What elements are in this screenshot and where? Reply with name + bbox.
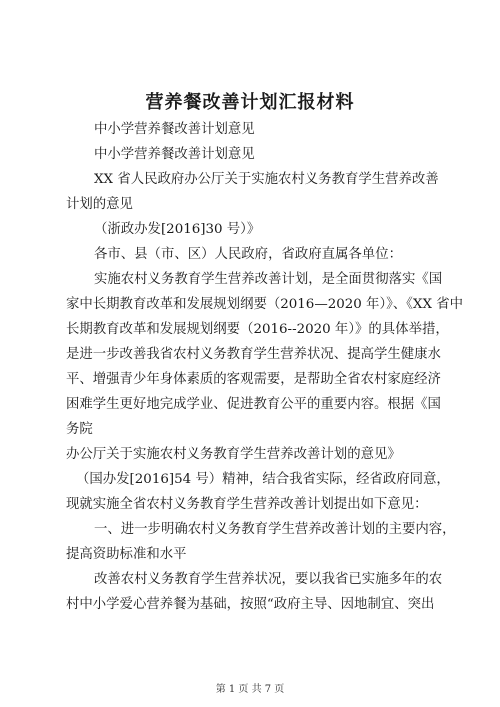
body-line: 一、进一步明确农村义务教育学生营养改善计划的主要内容， xyxy=(94,522,456,537)
body-line: 家中长期教育改革和发展规划纲要（2016—2020 年）》、《XX 省中 xyxy=(66,297,464,312)
body-line: （浙政办发[2016]30 号）》 xyxy=(94,222,261,237)
body-line: 中小学营养餐改善计划意见 xyxy=(94,147,255,162)
body-line: 各市、县（市、区）人民政府，省政府直属各单位： xyxy=(94,247,402,262)
body-line: 改善农村义务教育学生营养状况，要以我省已实施多年的农 xyxy=(94,572,443,587)
body-line: XX 省人民政府办公厅关于实施农村义务教育学生营养改善 xyxy=(94,172,439,187)
body-line: 计划的意见 xyxy=(66,197,133,212)
body-line: 长期教育改革和发展规划纲要（2016--2020 年）》的具体举措， xyxy=(66,322,449,337)
body-line: 现就实施全省农村义务教育学生营养改善计划提出如下意见： xyxy=(66,497,428,512)
body-line: 提高资助标准和水平 xyxy=(66,547,187,562)
body-line: 困难学生更好地完成学业、促进教育公平的重要内容。根据《国 xyxy=(66,397,441,412)
body-line: 村中小学爱心营养餐为基础，按照“政府主导、因地制宜、突出 xyxy=(66,597,435,612)
body-line: 中小学营养餐改善计划意见 xyxy=(94,122,255,137)
body-line: 实施农村义务教育学生营养改善计划，是全面贯彻落实《国 xyxy=(94,272,443,287)
body-line: 务院 xyxy=(66,422,93,437)
body-line: （国办发[2016]54 号）精神，结合我省实际，经省政府同意， xyxy=(76,472,450,487)
page-footer: 第 1 页 共 7 页 xyxy=(215,684,285,695)
body-line: 是进一步改善我省农村义务教育学生营养状况、提高学生健康水 xyxy=(66,347,441,362)
body-line: 平、增强青少年身体素质的客观需要，是帮助全省农村家庭经济 xyxy=(66,372,441,387)
document-title: 营养餐改善计划汇报材料 xyxy=(145,92,355,113)
body-line: 办公厅关于实施农村义务教育学生营养改善计划的意见》 xyxy=(66,447,401,462)
